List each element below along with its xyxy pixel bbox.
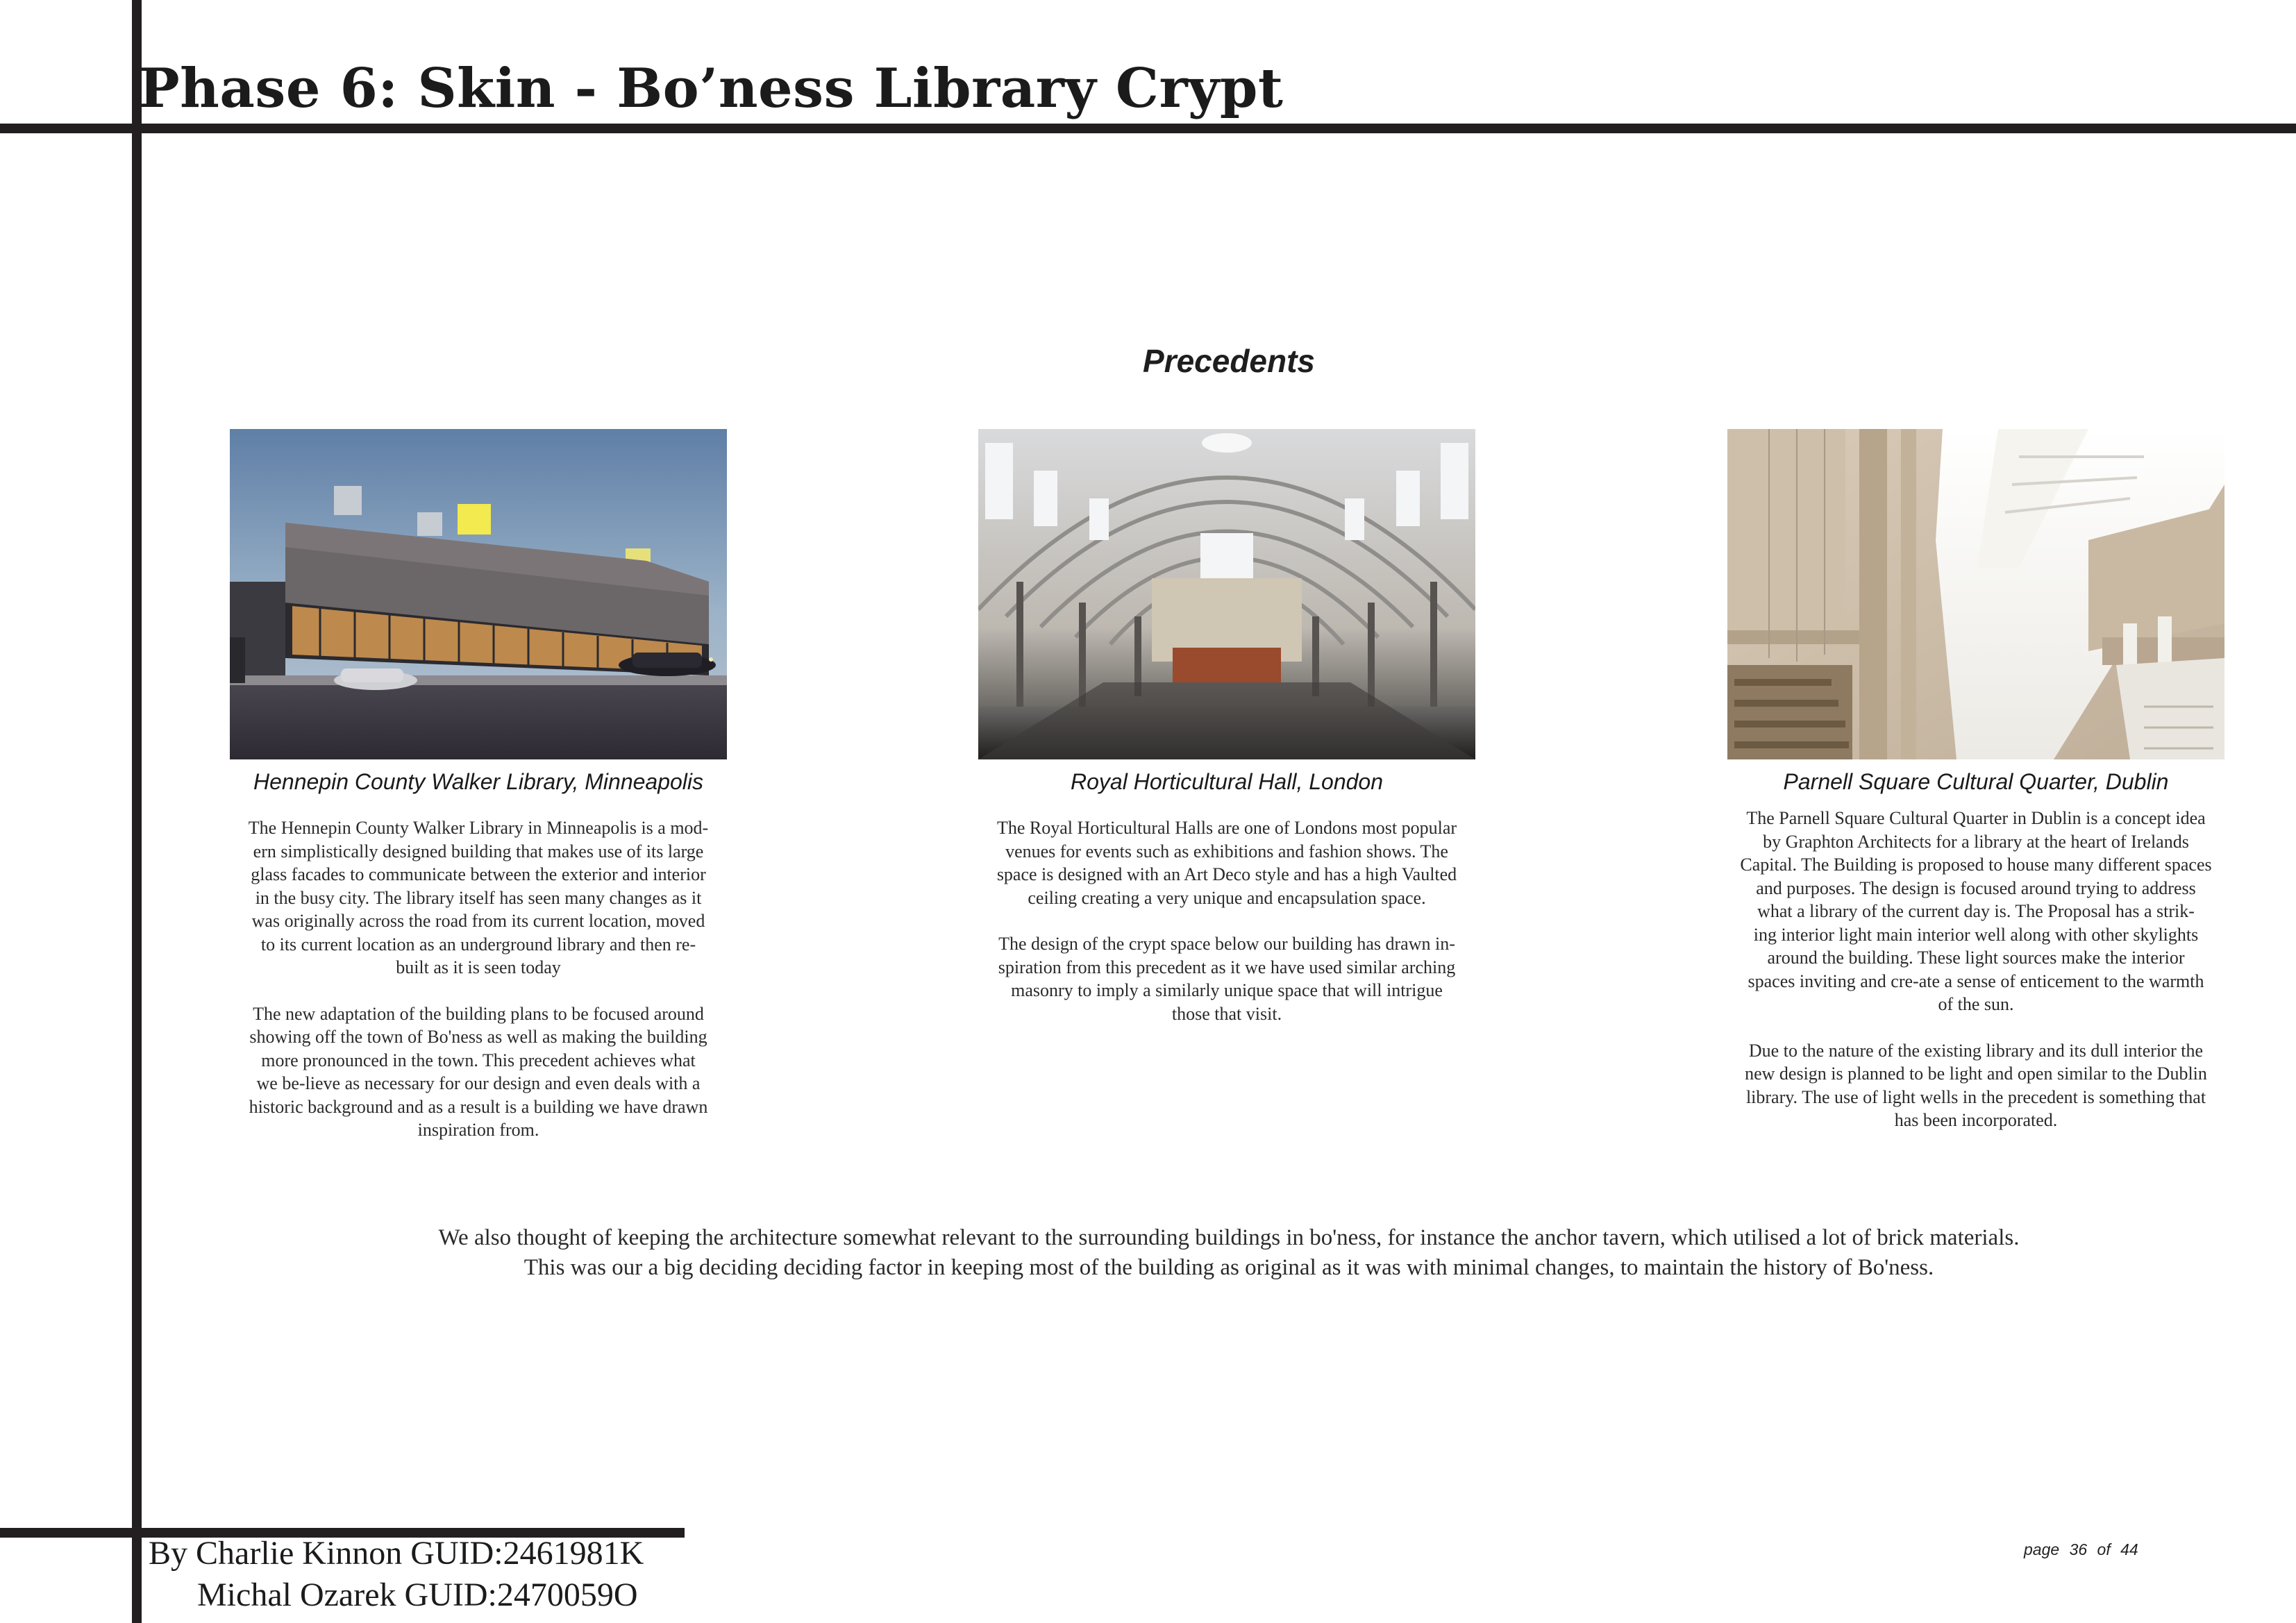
text-line: The design of the crypt space below our building has drawn in- xyxy=(998,934,1455,954)
parnell-square-caption: Parnell Square Cultural Quarter, Dublin xyxy=(1783,769,2169,794)
paragraph xyxy=(230,1002,727,1142)
text-line: we be-lieve as necessary for our design and even deals with a xyxy=(256,1073,701,1093)
text-line: ceiling creating a very unique and encapsulation space. xyxy=(1028,887,1426,908)
text-line: Capital. The Building is proposed to house many different spaces xyxy=(1740,855,2212,875)
walker-library-photo xyxy=(230,429,727,759)
page-title: Phase 6: Skin - Bo’ness Library Crypt xyxy=(139,57,1284,120)
text-line: The Hennepin County Walker Library in Minneapolis is a mod- xyxy=(248,818,709,838)
text-line: showing off the town of Bo'ness as well as making the building xyxy=(249,1027,707,1047)
walker-library-description xyxy=(230,816,727,1142)
precedent-walker-library xyxy=(230,429,727,1142)
text-line: ern simplistically designed building that makes use of its large xyxy=(253,841,704,861)
credit-line: By Charlie Kinnon GUID:2461981K xyxy=(149,1535,644,1572)
paragraph xyxy=(1727,1039,2224,1132)
walker-library-image xyxy=(230,429,727,759)
precedent-parnell-square xyxy=(1727,429,2224,1132)
credit-line: Michal Ozarek GUID:2470059O xyxy=(197,1576,638,1613)
author-credits xyxy=(149,1533,644,1616)
text-line: built as it is seen today xyxy=(396,957,561,977)
horticultural-hall-photo xyxy=(978,429,1475,759)
conclusion-text xyxy=(305,1223,2152,1283)
text-line: and purposes. The design is focused around trying to address xyxy=(1756,877,2196,898)
text-line: to its current location as an underground library and then re- xyxy=(260,934,696,955)
text-line: ing interior light main interior well along with other skylights xyxy=(1753,924,2199,945)
text-line: what a library of the current day is. The Proposal has a strik- xyxy=(1757,901,2195,921)
parnell-square-photo xyxy=(1727,429,2224,759)
precedent-royal-horticultural-hall xyxy=(978,429,1475,1025)
text-line: new design is planned to be light and open similar to the Dublin xyxy=(1745,1063,2207,1084)
text-line: around the building. These light sources make the interior xyxy=(1767,948,2185,968)
page-number xyxy=(2024,1539,2144,1560)
parnell-square-image xyxy=(1727,429,2224,759)
text-line: The Parnell Square Cultural Quarter in Dublin is a concept idea xyxy=(1746,808,2206,828)
paragraph xyxy=(230,816,727,979)
text-line: library. The use of light wells in the precedent is something that xyxy=(1745,1086,2206,1107)
horticultural-hall-description xyxy=(978,816,1475,1025)
text-line: spiration from this precedent as it we have used similar arching xyxy=(998,957,1456,977)
paragraph xyxy=(1727,807,2224,1016)
text-line: venues for events such as exhibitions and fashion shows. The xyxy=(1005,841,1448,861)
text-line: by Graphton Architects for a library at the heart of Irelands xyxy=(1763,831,2189,852)
text-line: glass facades to communicate between the exterior and interior xyxy=(251,864,706,884)
text-line: in the busy city. The library itself has seen many changes as it xyxy=(255,887,702,908)
horticultural-hall-image xyxy=(978,429,1475,759)
text-line: space is designed with an Art Deco style and has a high Vaulted xyxy=(996,864,1457,884)
paragraph xyxy=(978,932,1475,1025)
paragraph xyxy=(978,816,1475,909)
text-line: more pronounced in the town. This precedent achieves what xyxy=(261,1050,696,1070)
text-line: of the sun. xyxy=(1938,994,2014,1014)
page-of-label: of xyxy=(2097,1540,2111,1558)
page-label: page xyxy=(2024,1540,2060,1558)
text-line: historic background and as a result is a building we have drawn xyxy=(249,1096,708,1117)
text-line: those that visit. xyxy=(1171,1003,1282,1024)
page-current: 36 xyxy=(2069,1540,2088,1558)
text-line: The new adaptation of the building plans to be focused around xyxy=(253,1003,704,1024)
conclusion-line: We also thought of keeping the architecture somewhat relevant to the surrounding buildings in bo'ness, for instance the anchor tavern, which utilised a lot of brick materials. xyxy=(438,1225,2020,1250)
header-rule xyxy=(0,124,2296,133)
text-line: Due to the nature of the existing library and its dull interior the xyxy=(1748,1040,2204,1061)
conclusion-line: This was our a big deciding deciding factor in keeping most of the building as original as it was with minimal changes, to maintain the history of Bo'ness. xyxy=(523,1255,1934,1280)
text-line: was originally across the road from its current location, moved xyxy=(251,911,705,931)
text-line: inspiration from. xyxy=(417,1120,539,1140)
walker-library-caption: Hennepin County Walker Library, Minneapolis xyxy=(253,769,704,794)
page-total: 44 xyxy=(2120,1540,2138,1558)
text-line: The Royal Horticultural Halls are one of Londons most popular xyxy=(996,818,1457,838)
vertical-rule xyxy=(132,0,142,1623)
horticultural-hall-caption: Royal Horticultural Hall, London xyxy=(1071,769,1383,794)
text-line: spaces inviting and cre-ate a sense of enticement to the warmth xyxy=(1748,970,2204,991)
text-line: masonry to imply a similarly unique space that will intrigue xyxy=(1011,980,1443,1000)
parnell-square-description xyxy=(1727,807,2224,1132)
text-line: has been incorporated. xyxy=(1894,1110,2058,1130)
section-heading: Precedents xyxy=(1142,343,1315,379)
